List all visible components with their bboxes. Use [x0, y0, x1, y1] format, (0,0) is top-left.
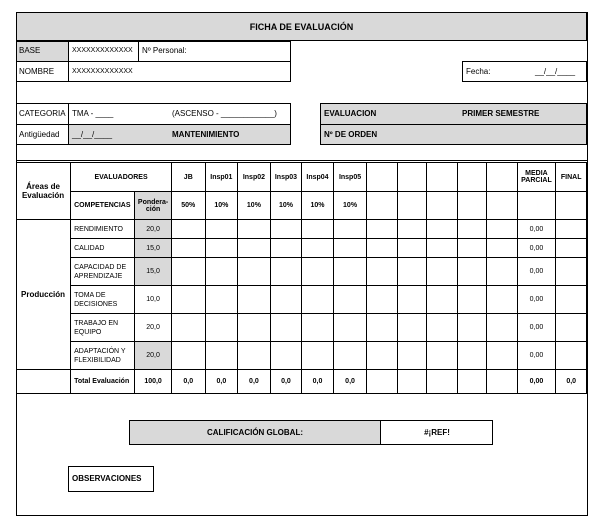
table-row — [16, 342, 587, 370]
fecha-value[interactable]: __/__/____ — [535, 67, 576, 76]
areas-label: Áreas de Evaluación — [16, 163, 71, 220]
observaciones-label: OBSERVACIONES — [72, 474, 142, 483]
calificacion-label: CALIFICACIÓN GLOBAL: — [207, 428, 303, 437]
competency-weight: 15,0 — [135, 239, 172, 258]
competency-weight: 15,0 — [135, 258, 172, 286]
table-row — [16, 220, 587, 239]
area-produccion: Producción — [16, 220, 71, 370]
fecha-label: Fecha: — [466, 67, 491, 76]
nombre-label: NOMBRE — [19, 67, 55, 76]
weight-insp01: 10% — [205, 192, 238, 220]
evaluator-insp05: Insp05 — [333, 163, 367, 192]
total-jb: 0,0 — [171, 370, 205, 394]
weight-jb: 50% — [171, 192, 205, 220]
media-parcial-value: 0,00 — [517, 342, 556, 370]
total-media: 0,00 — [517, 370, 556, 394]
evaluator-insp02: Insp02 — [238, 163, 271, 192]
base-label: BASE — [19, 46, 41, 55]
competency-weight: 20,0 — [135, 314, 172, 342]
table-row — [16, 286, 587, 314]
competency-weight: 20,0 — [135, 220, 172, 239]
weight-insp02: 10% — [238, 192, 271, 220]
total-insp02: 0,0 — [238, 370, 271, 394]
evaluacion-value: PRIMER SEMESTRE — [462, 109, 540, 118]
competency-name: TOMA DE DECISIONES — [71, 286, 135, 314]
weight-insp04: 10% — [302, 192, 334, 220]
final-label: FINAL — [556, 163, 587, 192]
form-title: FICHA DE EVALUACIÓN — [249, 22, 354, 32]
ponderacion-label: Pondera-ción — [135, 192, 172, 220]
nombre-value[interactable]: XXXXXXXXXXXXX — [72, 68, 133, 75]
evaluator-insp03: Insp03 — [270, 163, 302, 192]
evaluadores-label: EVALUADORES — [71, 163, 172, 192]
tma-value[interactable]: TMA - ____ — [72, 109, 114, 118]
weight-insp03: 10% — [270, 192, 302, 220]
personal-label: Nº Personal: — [142, 46, 187, 55]
total-insp01: 0,0 — [205, 370, 238, 394]
antiguedad-label: Antigüedad — [19, 130, 60, 139]
media-parcial-value: 0,00 — [517, 258, 556, 286]
competency-name: TRABAJO EN EQUIPO — [71, 314, 135, 342]
antiguedad-value[interactable]: __/__/____ — [72, 130, 113, 139]
competency-name: RENDIMIENTO — [71, 220, 135, 239]
total-insp03: 0,0 — [270, 370, 302, 394]
evaluator-insp01: Insp01 — [205, 163, 238, 192]
weight-insp05: 10% — [333, 192, 367, 220]
competencias-label: COMPETENCIAS — [71, 192, 135, 220]
media-parcial-value: 0,00 — [517, 314, 556, 342]
competency-weight: 20,0 — [135, 342, 172, 370]
media-parcial-value: 0,00 — [517, 239, 556, 258]
total-insp04: 0,0 — [302, 370, 334, 394]
total-row — [16, 370, 587, 394]
competency-name: ADAPTACIÓN Y FLEXIBILIDAD — [71, 342, 135, 370]
total-final: 0,0 — [556, 370, 587, 394]
ascenso-value[interactable]: (ASCENSO - ____________) — [172, 109, 277, 118]
total-label: Total Evaluación — [71, 370, 135, 394]
base-value[interactable]: XXXXXXXXXXXXX — [72, 47, 133, 54]
calificacion-value: #¡REF! — [424, 428, 450, 437]
competency-name: CAPACIDAD DE APRENDIZAJE — [71, 258, 135, 286]
table-row — [16, 258, 587, 286]
competency-weight: 10,0 — [135, 286, 172, 314]
orden-label: Nº DE ORDEN — [324, 130, 378, 139]
competency-name: CALIDAD — [71, 239, 135, 258]
total-insp05: 0,0 — [333, 370, 367, 394]
media-parcial-label: MEDIA PARCIAL — [517, 163, 556, 192]
evaluator-jb: JB — [171, 163, 205, 192]
evaluation-table — [16, 162, 587, 394]
evaluator-insp04: Insp04 — [302, 163, 334, 192]
total-pond: 100,0 — [135, 370, 172, 394]
media-parcial-value: 0,00 — [517, 286, 556, 314]
table-row — [16, 239, 587, 258]
categoria-label: CATEGORIA — [19, 109, 66, 118]
separator-line — [16, 160, 587, 161]
mantenimiento-label: MANTENIMIENTO — [172, 130, 240, 139]
evaluacion-label: EVALUACION — [324, 109, 377, 118]
media-parcial-value: 0,00 — [517, 220, 556, 239]
table-row — [16, 314, 587, 342]
